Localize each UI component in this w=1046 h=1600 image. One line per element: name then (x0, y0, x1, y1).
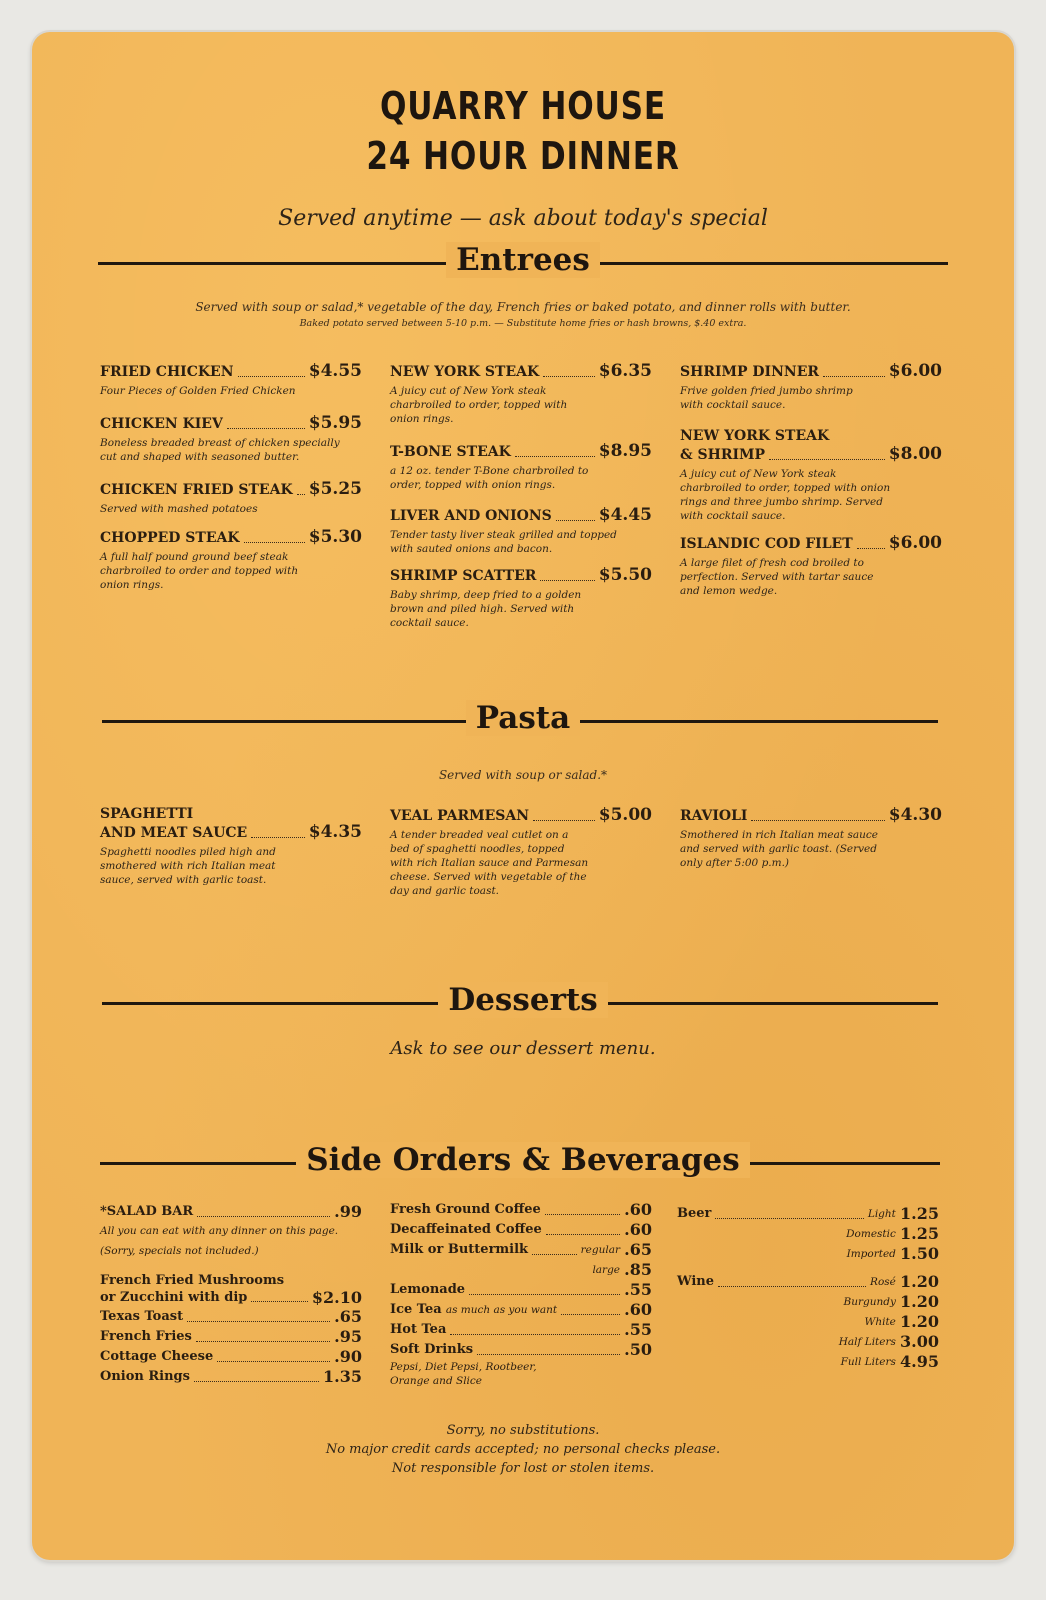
beer-wine-column (677, 1204, 939, 1372)
menu-item: T-BONE STEAK $8.95 a 12 oz. tender T-Bone charbroiled to order, topped with onion rings. (390, 441, 652, 491)
sides-column (100, 1202, 362, 1387)
pasta-heading (32, 700, 1014, 740)
menu-title: 24 HOUR DINNER (366, 134, 680, 178)
menu-item: Wine Rosé 1.20 (677, 1272, 939, 1291)
pasta-note: Served with soup or salad.* (438, 768, 608, 782)
menu-item: CHOPPED STEAK $5.30 A full half pound ground beef steak charbroiled to order and topped with onion rings. (100, 527, 362, 591)
menu-item: Hot Tea .55 (390, 1320, 652, 1339)
menu-item: Full Liters 4.95 (840, 1352, 939, 1371)
menu-item: ISLANDIC COD FILET $6.00 A large filet of fresh cod broiled to perfection. Served with tartar sauce and lemon wedge. (680, 533, 942, 597)
menu-card (32, 32, 1014, 1560)
menu-item: Cottage Cheese .90 (100, 1347, 362, 1366)
footer-payment-policy: No major credit cards accepted; no personal checks please. (325, 1442, 721, 1457)
menu-item: CHICKEN KIEV $5.95 Boneless breaded breast of chicken specially cut and shaped with seasoned butter. (100, 413, 362, 463)
pasta-heading-label: Pasta (466, 700, 580, 736)
menu-item: Half Liters 3.00 (838, 1332, 939, 1351)
desserts-note: Ask to see our dessert menu. (390, 1038, 656, 1059)
menu-item: Burgundy 1.20 (843, 1292, 939, 1311)
menu-item: SHRIMP DINNER $6.00 Frive golden fried jumbo shrimp with cocktail sauce. (680, 361, 942, 411)
entrees-heading-label: Entrees (446, 242, 600, 278)
menu-item: VEAL PARMESAN $5.00 A tender breaded veal cutlet on a bed of spaghetti noodles, topped with rich Italian sauce and Parmesan cheese. Served with vegetable of the day and garlic toast. (390, 805, 652, 897)
menu-item: Texas Toast .65 (100, 1307, 362, 1326)
sides-heading (32, 1142, 1014, 1182)
menu-item: NEW YORK STEAK $6.35 A juicy cut of New York steak charbroiled to order, topped with onion rings. (390, 361, 652, 425)
menu-item: Ice Tea as much as you want .60 (390, 1300, 652, 1319)
menu-item: LIVER AND ONIONS $4.45 Tender tasty liver steak grilled and topped with sauted onions and bacon. (390, 505, 652, 555)
menu-item: Fresh Ground Coffee .60 (390, 1200, 652, 1219)
desserts-heading (32, 982, 1014, 1022)
menu-item: NEW YORK STEAK & SHRIMP $8.00 A juicy cut of New York steak charbroiled to order, topped with onion rings and three jumbo shrimp. Served with cocktail sauce. (680, 428, 942, 522)
menu-item: French Fries .95 (100, 1327, 362, 1346)
menu-item: White 1.20 (864, 1312, 939, 1331)
menu-item: Lemonade .55 (390, 1280, 652, 1299)
restaurant-name: QUARRY HOUSE (379, 84, 667, 128)
menu-item: *SALAD BAR .99 (100, 1202, 362, 1221)
menu-item: Domestic 1.25 (846, 1224, 939, 1243)
menu-item: Imported 1.50 (846, 1244, 939, 1263)
menu-item: RAVIOLI $4.30 Smothered in rich Italian meat sauce and served with garlic toast. (Served only after 5:00 p.m.) (680, 805, 942, 869)
menu-subtitle: Served anytime — ask about today's special (278, 206, 768, 231)
salad-bar-note: All you can eat with any dinner on this page. (100, 1225, 339, 1237)
entrees-note-potato: Baked potato served between 5-10 p.m. — Substitute home fries or hash browns, $.40 extra. (299, 318, 747, 329)
salad-bar-exclusion: (Sorry, specials not included.) (100, 1245, 259, 1257)
menu-item: Decaffeinated Coffee .60 (390, 1220, 652, 1239)
footer-liability: Not responsible for lost or stolen items. (391, 1461, 655, 1476)
entrees-note: Served with soup or salad,* vegetable of the day, French fries or baked potato, and dinner rolls with butter. (195, 300, 851, 314)
drinks-column (390, 1200, 652, 1388)
menu-item: CHICKEN FRIED STEAK $5.25 Served with mashed potatoes (100, 479, 362, 515)
menu-item-name: French Fried Mushrooms (100, 1273, 285, 1288)
soft-drinks-list-cont: Orange and Slice (390, 1375, 483, 1387)
menu-item: large .85 (592, 1260, 652, 1279)
menu-item: Onion Rings 1.35 (100, 1367, 362, 1386)
menu-item: Milk or Buttermilk regular .65 (390, 1240, 652, 1259)
menu-item: FRIED CHICKEN $4.55 Four Pieces of Golden Fried Chicken (100, 361, 362, 397)
entrees-heading (32, 242, 1014, 282)
menu-item: SPAGHETTI AND MEAT SAUCE $4.35 Spaghetti noodles piled high and smothered with rich Italian meat sauce, served with garlic toast. (100, 806, 362, 886)
sides-heading-label: Side Orders & Beverages (296, 1142, 749, 1178)
menu-item: or Zucchini with dip $2.10 (100, 1288, 362, 1307)
desserts-heading-label: Desserts (438, 982, 607, 1018)
menu-item: Soft Drinks .50 (390, 1340, 652, 1359)
footer-no-substitutions: Sorry, no substitutions. (446, 1423, 600, 1438)
menu-item: SHRIMP SCATTER $5.50 Baby shrimp, deep fried to a golden brown and piled high. Served with cocktail sauce. (390, 565, 652, 629)
soft-drinks-list: Pepsi, Diet Pepsi, Rootbeer, (390, 1361, 537, 1373)
menu-item: Beer Light 1.25 (677, 1204, 939, 1223)
